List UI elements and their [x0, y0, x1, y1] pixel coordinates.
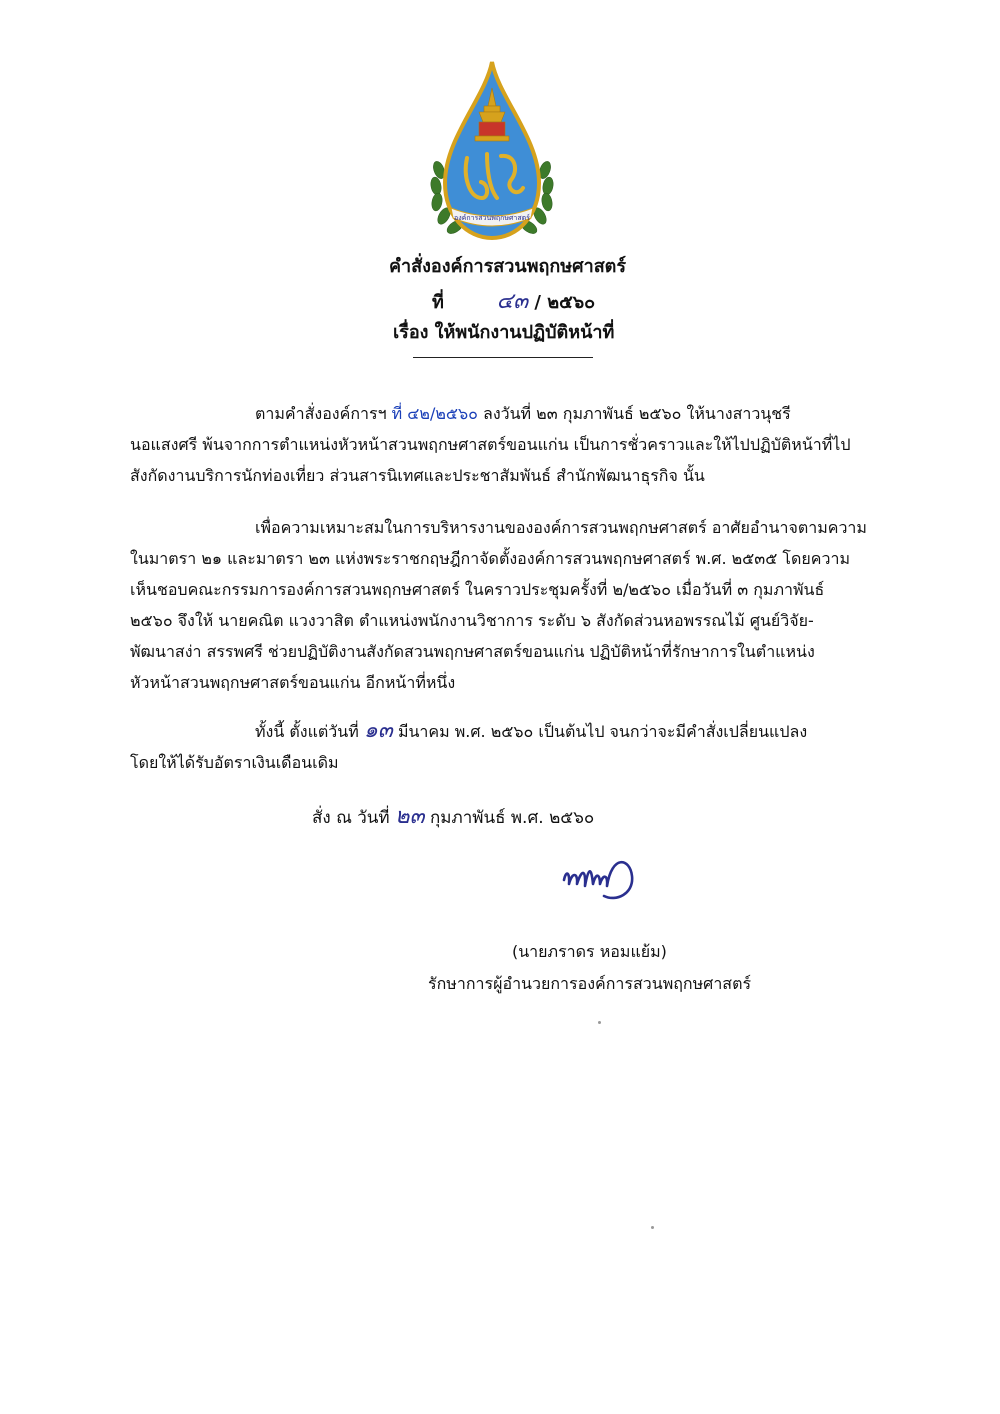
handwritten-sign-day: ๒๓: [395, 804, 425, 829]
handwritten-start-day: ๑๓: [363, 718, 393, 743]
paragraph-3-line: โดยให้ได้รับอัตราเงินเดือนเดิม: [130, 753, 339, 772]
paragraph-1-line: ตามคำสั่งองค์การฯ ที่ ๔๒/๒๕๖๐ ลงวันที่ ๒๓ กุมภาพันธ์ ๒๕๖๐ ให้นางสาวนุชรี: [255, 404, 791, 423]
signature: [560, 850, 640, 912]
paragraph-2: [130, 512, 885, 698]
header-divider: [413, 357, 593, 358]
paragraph-1: [130, 398, 885, 491]
paragraph-2-line: หัวหน้าสวนพฤกษศาสตร์ขอนแก่น อีกหน้าที่หนึ่ง: [130, 673, 456, 692]
document-subject: เรื่อง ให้พนักงานปฏิบัติหน้าที่: [393, 322, 615, 343]
scan-speck: [651, 1226, 654, 1229]
paragraph-2-line: ๒๕๖๐ จึงให้ นายคณิต แวงวาสิต ตำแหน่งพนักงานวิชาการ ระดับ ๖ สังกัดส่วนหอพรรณไม้ ศูนย์วิจัย-: [130, 611, 814, 630]
document-title: คำสั่งองค์การสวนพฤกษศาสตร์: [389, 256, 627, 277]
signed-date: สั่ง ณ วันที่ ๒๓ กุมภาพันธ์ พ.ศ. ๒๕๖๐: [312, 804, 595, 829]
document-number: [432, 283, 595, 318]
paragraph-2-line: พัฒนาสง่า สรรพศรี ช่วยปฏิบัติงานสังกัดสวนพฤกษศาสตร์ขอนแก่น ปฏิบัติหน้าที่รักษาการในตำแหน่ง: [130, 642, 815, 661]
paragraph-3-line: ทั้งนี้ ตั้งแต่วันที่ ๑๓ มีนาคม พ.ศ. ๒๕๖๐ เป็นต้นไป จนกว่าจะมีคำสั่งเปลี่ยนแปลง: [255, 718, 808, 743]
signer-position: รักษาการผู้อำนวยการองค์การสวนพฤกษศาสตร์: [428, 974, 752, 993]
organization-logo: [427, 58, 557, 246]
scan-speck: [598, 1021, 601, 1024]
paragraph-1-line: นอแสงศรี พ้นจากการตำแหน่งหัวหน้าสวนพฤกษศาสตร์ขอนแก่น เป็นการชั่วคราวและให้ไปปฏิบัติหน้าที่ไป: [130, 435, 851, 454]
paragraph-1-line: สังกัดงานบริการนักท่องเที่ยว ส่วนสารนิเทศและประชาสัมพันธ์ สำนักพัฒนาธุรกิจ นั้น: [130, 466, 705, 485]
paragraph-2-line: เห็นชอบคณะกรรมการองค์การสวนพฤกษศาสตร์ ในคราวประชุมครั้งที่ ๒/๒๕๖๐ เมื่อวันที่ ๓ กุมภาพันธ์: [130, 580, 825, 599]
number-prefix: ที่: [432, 292, 444, 313]
svg-text:องค์การสวนพฤกษศาสตร์: องค์การสวนพฤกษศาสตร์: [454, 214, 530, 222]
number-suffix: / ๒๕๖๐: [534, 292, 596, 313]
handwritten-number: ๔๓: [496, 289, 529, 314]
paragraph-2-line: เพื่อความเหมาะสมในการบริหารงานขององค์การสวนพฤกษศาสตร์ อาศัยอำนาจตามความ: [255, 518, 867, 537]
paragraph-2-line: ในมาตรา ๒๑ และมาตรา ๒๓ แห่งพระราชกฤษฎีกาจัดตั้งองค์การสวนพฤกษศาสตร์ พ.ศ. ๒๕๓๕ โดยความ: [130, 549, 850, 568]
paragraph-3: [130, 715, 885, 778]
signer-name: (นายภราดร หอมแย้ม): [512, 942, 667, 961]
order-reference: ที่ ๔๒/๒๕๖๐: [391, 404, 478, 423]
